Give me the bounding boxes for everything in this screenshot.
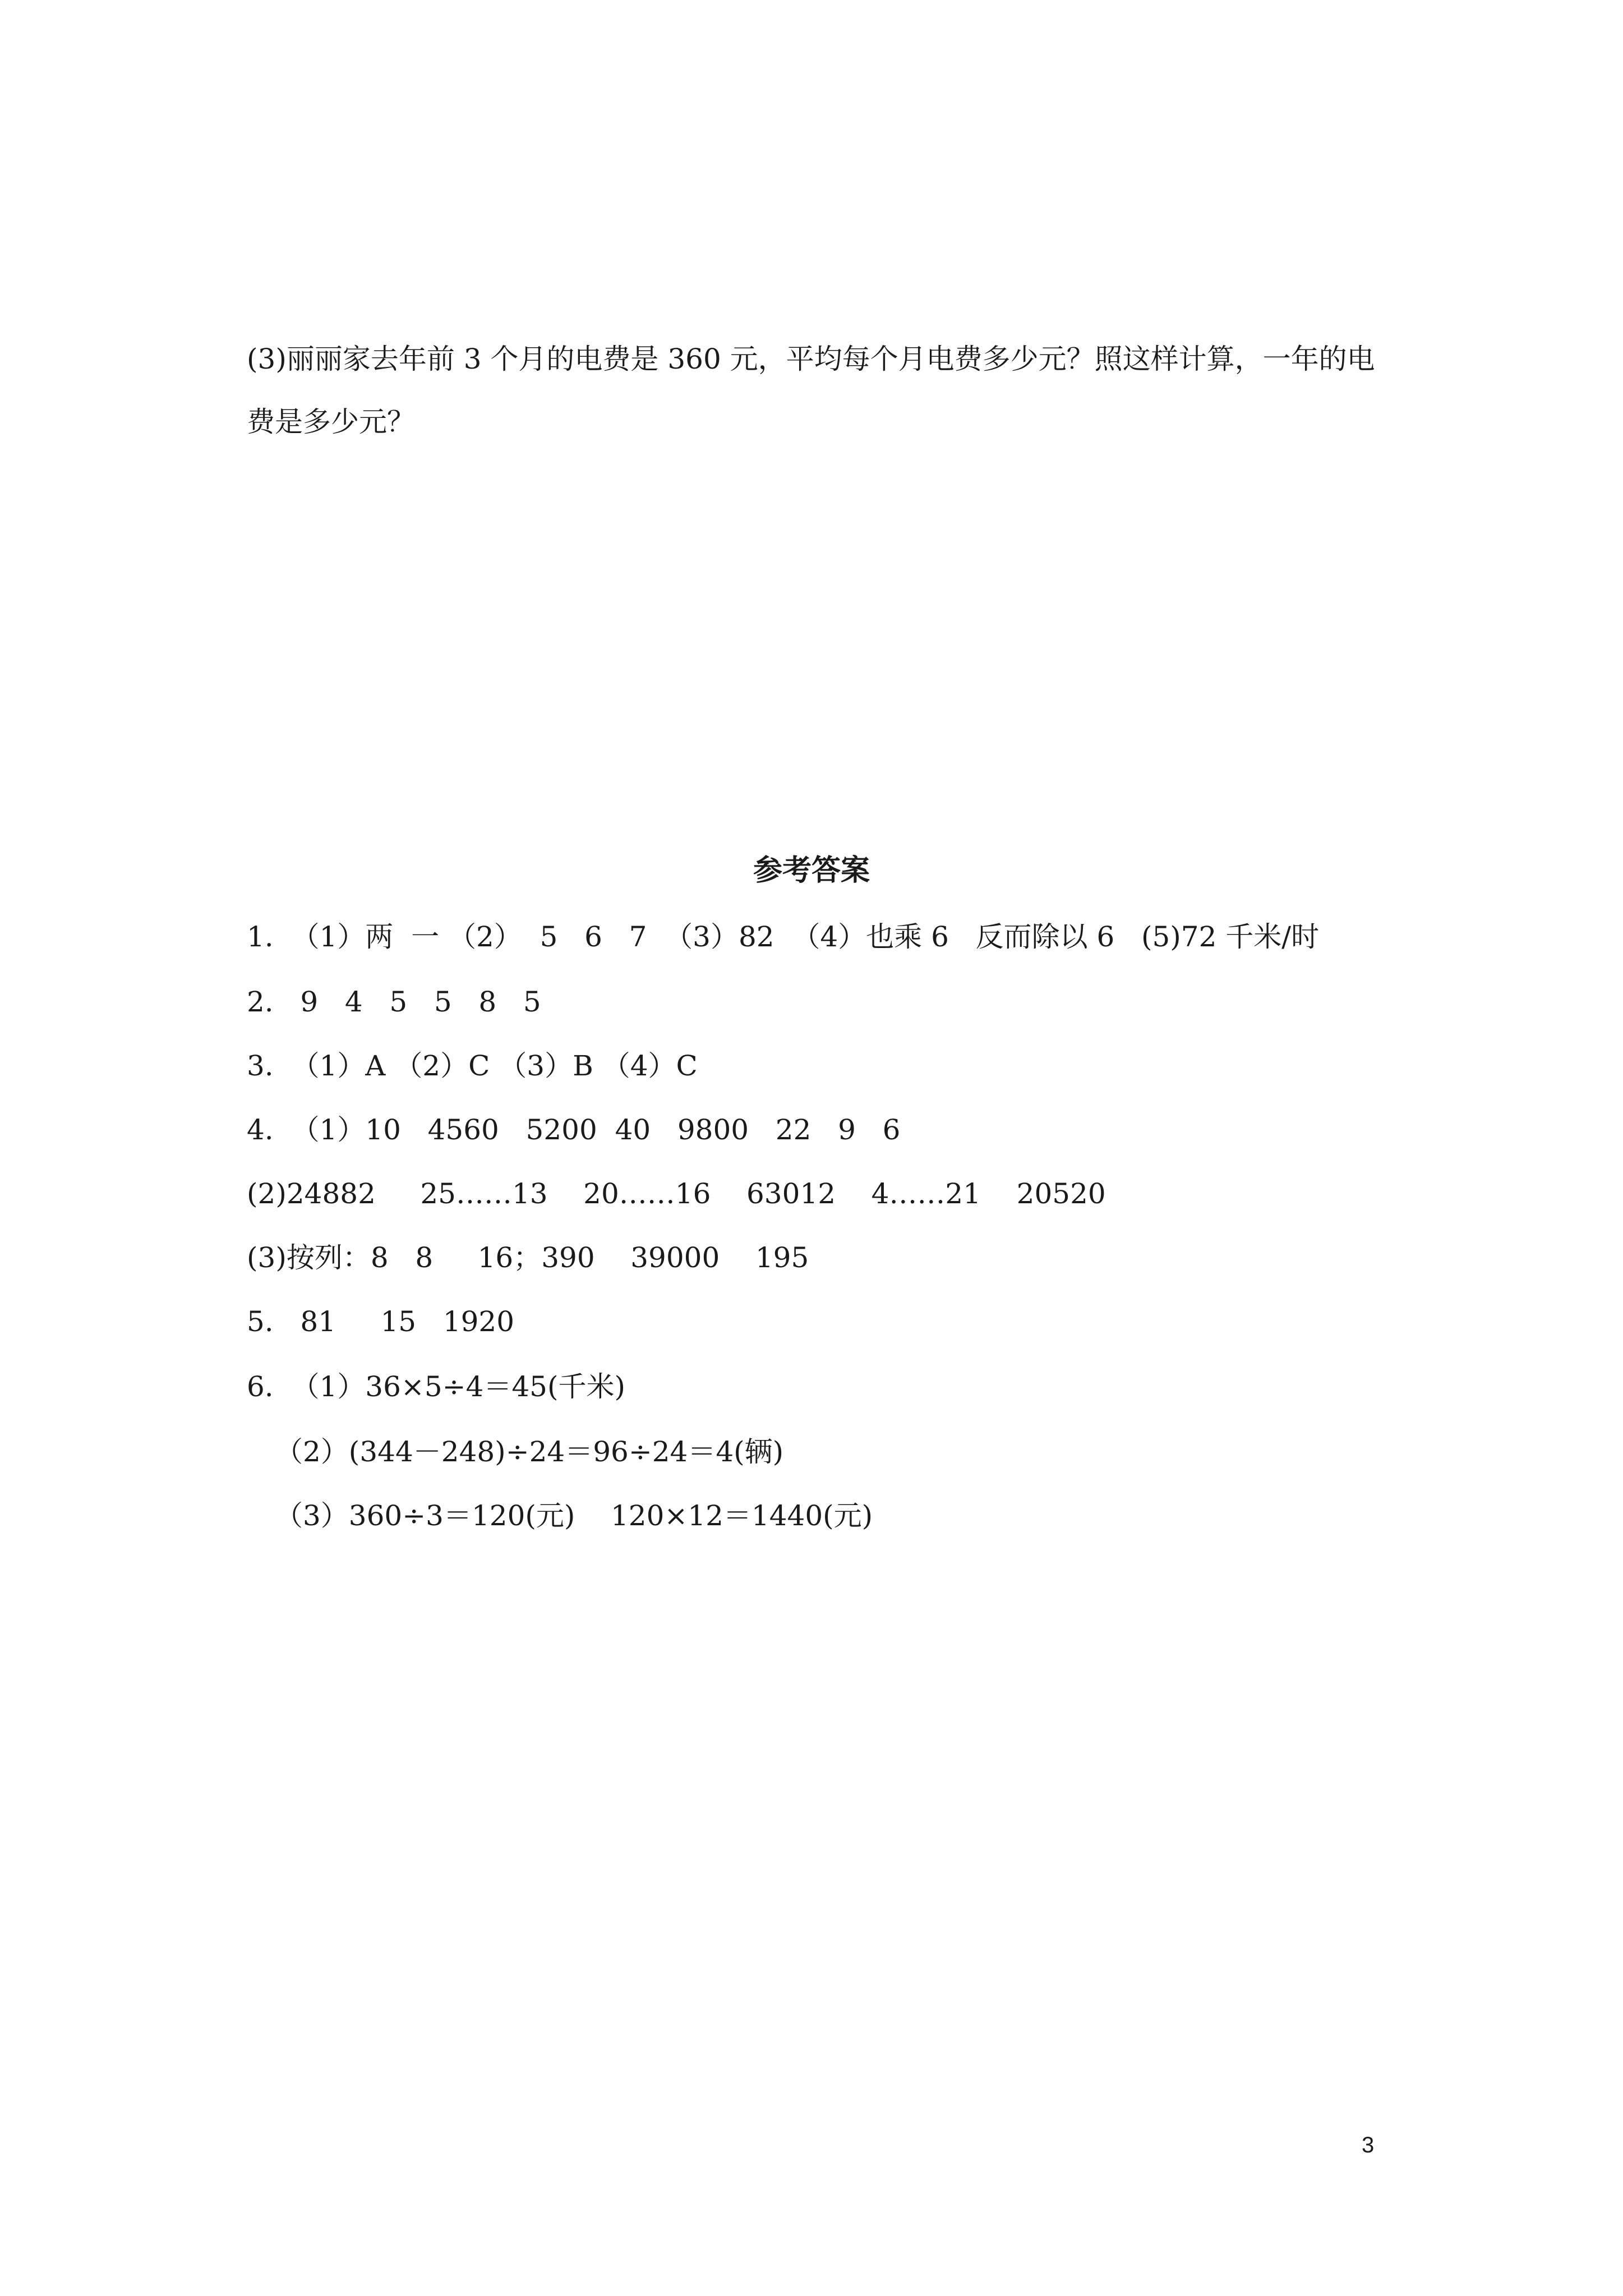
- answer-key-title: 参考答案: [753, 853, 870, 887]
- answer-line-6-2: （2）(344－248)÷24＝96÷24＝4(辆): [275, 1435, 784, 1468]
- answer-line-5: 5. 81 15 1920: [247, 1305, 515, 1338]
- answer-line-4-2: (2)24882 25……13 20……16 63012 4……21 20520: [247, 1177, 1106, 1210]
- answer-line-2: 2. 9 4 5 5 8 5: [247, 986, 541, 1018]
- answer-line-6: 6. （1）36×5÷4＝45(千米): [247, 1370, 625, 1403]
- question-3-line-1: (3)丽丽家去年前 3 个月的电费是 360 元，平均每个月电费多少元？照这样计算，一年的电: [247, 343, 1375, 375]
- answer-line-4: 4. （1）10 4560 5200 40 9800 22 9 6: [247, 1114, 901, 1146]
- question-3-line-2: 费是多少元？: [247, 406, 415, 438]
- answer-line-6-3: （3）360÷3＝120(元) 120×12＝1440(元): [275, 1499, 873, 1532]
- answer-line-1: 1. （1）两 一 （2） 5 6 7 （3）82 （4）也乘 6 反而除以 6 (5)72 千米/时: [247, 921, 1320, 953]
- answer-line-3: 3. （1）A （2）C （3）B （4）C: [247, 1050, 698, 1082]
- page-number: 3: [1362, 2133, 1375, 2157]
- answer-line-4-3: (3)按列：8 8 16；390 39000 195: [247, 1241, 809, 1274]
